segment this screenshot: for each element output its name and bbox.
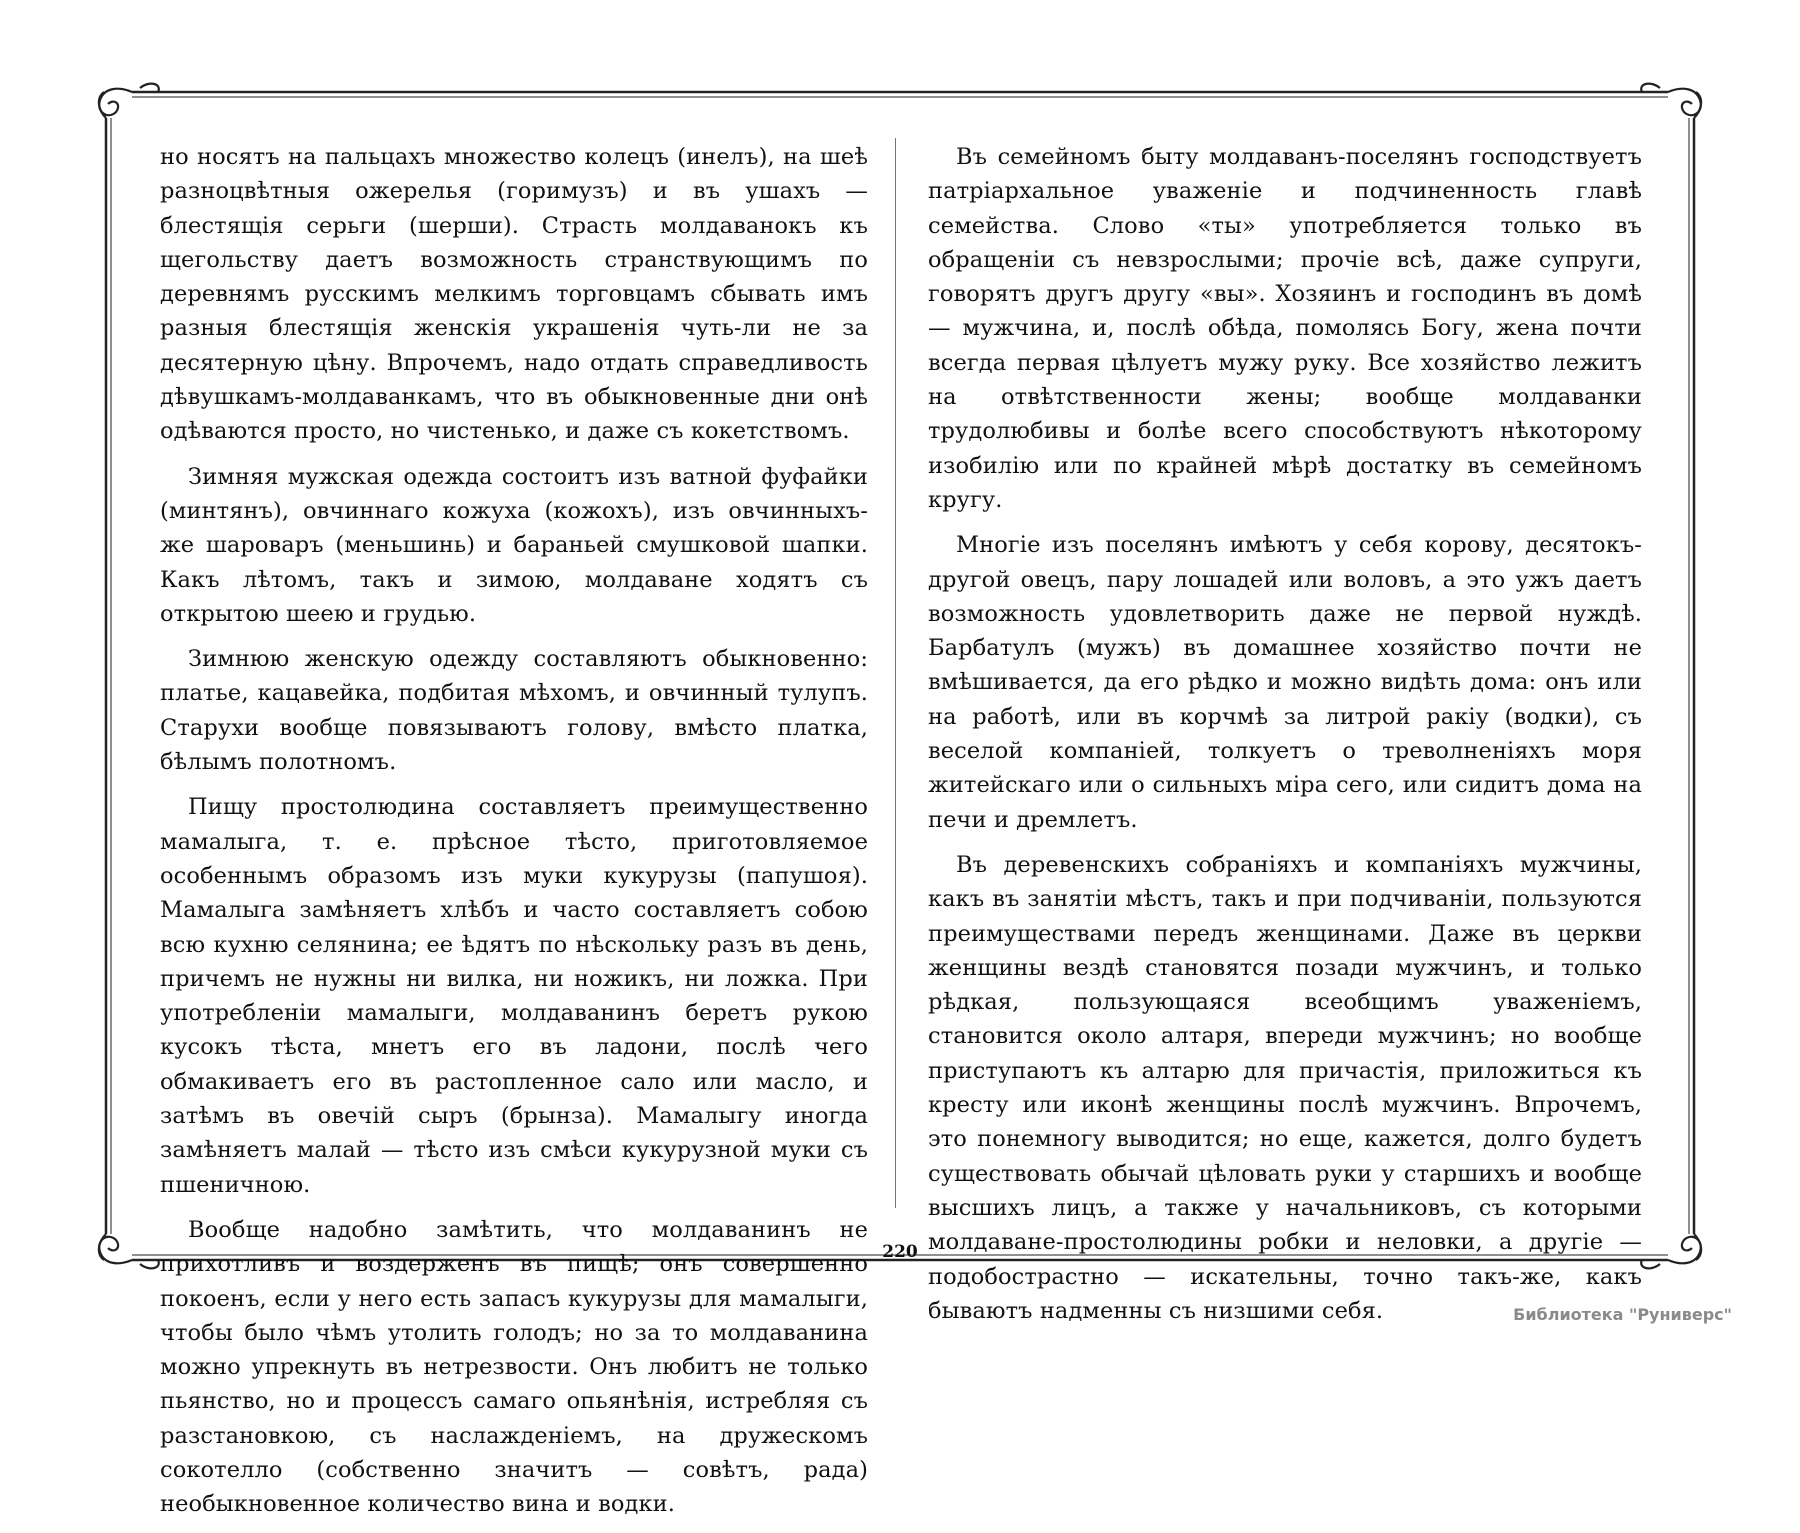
paragraph: Зимнюю женскую одежду составляютъ обыкновенно: платье, кацавейка, подбитая мѣхомъ, и овчинный тулупъ. Старухи вообще повязываютъ голову, вмѣсто платка, бѣлымъ полотномъ.: [160, 646, 868, 776]
paragraph: Многіе изъ поселянъ имѣютъ у себя корову, десятокъ-другой овецъ, пару лошадей или воловъ, а это ужъ даетъ возможность удовлетворить даже не первой нуждѣ. Барбатулъ (мужъ) въ домашнее хозяйство почти не вмѣшивается, да его рѣдко и можно видѣть дома: онъ или на работѣ, или въ корчмѣ за литрой ракіу (водки), съ веселой компаніей, толкуетъ о треволненіяхъ моря житейскаго или о сильныхъ міра сего, или сидитъ дома на печи и дремлетъ.: [928, 532, 1642, 833]
paragraph: но носятъ на пальцахъ множество колецъ (инелъ), на шеѣ разноцвѣтныя ожерелья (горимузъ) и въ ушахъ — блестящія серьги (шерши). Страсть молдаванокъ къ щегольству даетъ возможность странствующимъ по деревнямъ русскимъ мелкимъ торговцамъ сбывать имъ разныя блестящія женскія украшенія чуть-ли не за десятерную цѣну. Впрочемъ, надо отдать справедливость дѣвушкамъ-молдаванкамъ, что въ обыкновенные дни онѣ одѣваются просто, но чистенько, и даже съ кокетствомъ.: [160, 144, 868, 445]
library-watermark: Библиотека "Руниверс": [1513, 1305, 1732, 1324]
paragraph: Пищу простолюдина составляетъ преимущественно мамалыга, т. е. прѣсное тѣсто, приготовляемое особеннымъ образомъ изъ муки кукурузы (папушоя). Мамалыга замѣняетъ хлѣбъ и часто составляетъ собою всю кухню селянина; ее ѣдятъ по нѣскольку разъ въ день, причемъ не нужны ни вилка, ни ножикъ, ни ложка. При употребленіи мамалыги, молдаванинъ беретъ рукою кусокъ тѣста, мнетъ его въ ладони, послѣ чего обмакиваетъ его въ растопленное сало или масло, и затѣмъ въ овечій сыръ (брынза). Мамалыгу иногда замѣняетъ малай — тѣсто изъ смѣси кукурузной муки съ пшеничною.: [160, 794, 868, 1198]
page-number: 220: [882, 1242, 918, 1262]
corner-flourish-top-right: [1641, 84, 1701, 118]
column-divider: [895, 138, 896, 1208]
right-text-column: [928, 140, 1642, 1339]
paragraph: Зимняя мужская одежда состоитъ изъ ватной фуфайки (минтянъ), овчиннаго кожуха (кожохъ), изъ овчинныхъ-же шароваръ (меньшинь) и бараньей смушковой шапки. Какъ лѣтомъ, такъ и зимою, молдаване ходятъ съ открытою шеею и грудью.: [160, 463, 868, 627]
paragraph: Въ семейномъ быту молдаванъ-поселянъ господствуетъ патріархальное уваженіе и подчиненность главѣ семейства. Слово «ты» употребляется только въ обращеніи съ невзрослыми; прочіе всѣ, даже супруги, говорятъ другъ другу «вы». Хозяинъ и господинъ въ домѣ — мужчина, и, послѣ обѣда, помолясь Богу, жена почти всегда первая цѣлуетъ мужу руку. Все хозяйство лежитъ на отвѣтственности жены; вообще молдаванки трудолюбивы и болѣе всего способствуютъ нѣкоторому изобилію или по крайней мѣрѣ достатку въ семейномъ кругу.: [928, 144, 1642, 513]
paragraph: Вообще надобно замѣтить, что молдаванинъ не прихотливъ и воздерженъ въ пищѣ; онъ совершенно покоенъ, если у него есть запасъ кукурузы для мамалыги, чтобы было чѣмъ утолить голодъ; но за то молдаванина можно упрекнуть въ нетрезвости. Онъ любитъ не только пьянство, но и процессъ самаго опьянѣнія, истребляя съ разстановкою, съ наслажденіемъ, на дружескомъ сокотелло (собственно значитъ — совѣтъ, рада) необыкновенное количество вина и водки.: [160, 1216, 868, 1518]
left-text-column: [160, 140, 868, 1533]
corner-flourish-top-left: [99, 84, 159, 118]
paragraph: Въ деревенскихъ собраніяхъ и компаніяхъ мужчины, какъ въ занятіи мѣстъ, такъ и при подчиваніи, пользуются преимуществами передъ женщинами. Даже въ церкви женщины вездѣ становятся позади мужчинъ, и только рѣдкая, пользующаяся всеобщимъ уваженіемъ, становится около алтаря, впереди мужчинъ; но вообще приступаютъ къ алтарю для причастія, приложиться къ кресту или иконѣ женщины послѣ мужчинъ. Впрочемъ, это понемногу выводится; но еще, кажется, долго будетъ существовать обычай цѣловать руки у старшихъ и вообще высшихъ лицъ, а также у начальниковъ, съ которыми молдаване-простолюдины робки и неловки, а другіе — подобострастно — искательны, точно такъ-же, какъ бываютъ надменны съ низшими себя.: [928, 851, 1642, 1324]
